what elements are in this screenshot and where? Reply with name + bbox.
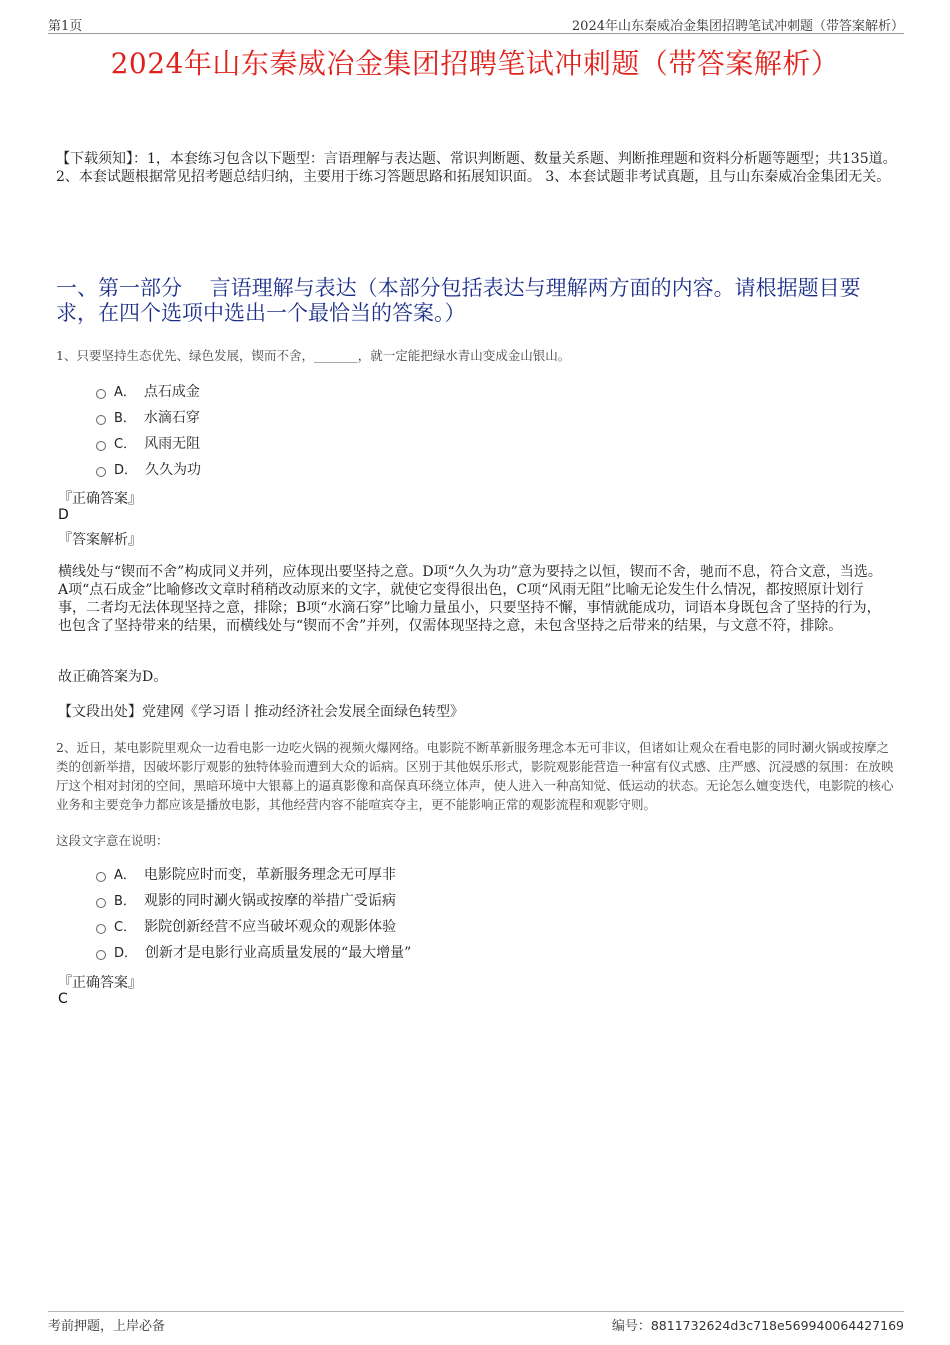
radio-icon[interactable] (96, 898, 106, 908)
download-notice: 【下载须知】：1，本套练习包含以下题型：言语理解与表达题、常识判断题、数量关系题、判断推理题和资料分析题等题型；共135道。 2、本套试题根据常见招考题总结归纳，主要用于练习答题思路和拓展知识面。 3、本套试题非考试真题，且与山东秦威冶金集团无关。 (56, 151, 897, 185)
radio-icon[interactable] (96, 924, 106, 934)
question-1-option-c[interactable]: C． 风雨无阻 (96, 431, 201, 457)
question-1-analysis-label: 『答案解析』 (58, 532, 142, 548)
question-2-option-c[interactable]: C． 影院创新经营不应当破坏观众的观影体验 (96, 914, 411, 940)
question-1-conclusion: 故正确答案为D。 (58, 669, 168, 685)
question-1-options (96, 379, 201, 483)
question-1-answer: D (58, 507, 69, 523)
radio-icon[interactable] (96, 415, 106, 425)
question-1-option-d[interactable]: D． 久久为功 (96, 457, 201, 483)
question-2-option-d[interactable]: D． 创新才是电影行业高质量发展的“最大增量” (96, 940, 411, 966)
radio-icon[interactable] (96, 950, 106, 960)
question-1-answer-label: 『正确答案』 (58, 491, 142, 507)
footer-code: 编号：8811732624d3c718e569940064427169 (611, 1318, 904, 1334)
question-1-stem: 1、只要坚持生态优先、绿色发展，锲而不舍，_______，就一定能把绿水青山变成金山银山。 (56, 348, 571, 363)
question-2-answer: C (58, 991, 68, 1007)
header-doc-title: 2024年山东秦威冶金集团招聘笔试冲刺题（带答案解析） (571, 19, 904, 34)
question-1-source: 【文段出处】党建网《学习语丨推动经济社会发展全面绿色转型》 (58, 704, 464, 720)
page-footer (48, 1311, 904, 1334)
question-2-stem: 2、近日，某电影院里观众一边看电影一边吃火锅的视频火爆网络。电影院不断革新服务理念本无可非议，但诸如让观众在看电影的同时涮火锅或按摩之类的创新举措，因破坏影厅观影的独特体验而遭到大众的诟病。区别于其他娱乐形式，影院观影能营造一种富有仪式感、庄严感、沉浸感的氛围：在放映厅这个相对封闭的空间，黑暗环境中大银幕上的逼真影像和高保真环绕立体声，使人进入一种高知觉、低运动的状态。无论怎么嬗变迭代，电影院的核心业务和主要竞争力都应该是播放电影，其他经营内容不能喧宾夺主，更不能影响正常的观影流程和观影守则。 (56, 740, 894, 812)
radio-icon[interactable] (96, 467, 106, 477)
radio-icon[interactable] (96, 441, 106, 451)
question-1-option-b[interactable]: B． 水滴石穿 (96, 405, 201, 431)
question-2-options (96, 862, 411, 966)
radio-icon[interactable] (96, 872, 106, 882)
question-1-option-a[interactable]: A． 点石成金 (96, 379, 201, 405)
question-2-answer-label: 『正确答案』 (58, 975, 142, 991)
page-header (48, 13, 904, 34)
question-2-option-b[interactable]: B． 观影的同时涮火锅或按摩的举措广受诟病 (96, 888, 411, 914)
question-2-prompt: 这段文字意在说明： (56, 833, 169, 848)
question-2-option-a[interactable]: A． 电影院应时而变，革新服务理念无可厚非 (96, 862, 411, 888)
page-number-label: 第1页 (48, 19, 83, 34)
question-1-analysis: 横线处与“锲而不舍”构成同义并列，应体现出要坚持之意。D项“久久为功”意为要持之以恒，锲而不舍，驰而不息，符合文意，当选。A项“点石成金”比喻修改文章时稍稍改动原来的文字，就使它变得很出色，C项“风雨无阻”比喻无论发生什么情况，都按照原计划行事，二者均无法体现坚持之意，排除；B项“水滴石穿”比喻力量虽小，只要坚持不懈，事情就能成功，词语本身既包含了坚持的行为，也包含了坚持带来的结果，而横线处与“锲而不舍”并列，仅需体现坚持之意，未包含坚持之后带来的结果，与文意不符，排除。 (58, 564, 882, 634)
section-heading: 一、第一部分 言语理解与表达（本部分包括表达与理解两方面的内容。请根据题目要求，在四个选项中选出一个最恰当的答案。） (56, 276, 861, 325)
radio-icon[interactable] (96, 389, 106, 399)
footer-slogan: 考前押题，上岸必备 (48, 1319, 166, 1334)
document-title: 2024年山东秦威冶金集团招聘笔试冲刺题（带答案解析） (110, 47, 840, 80)
